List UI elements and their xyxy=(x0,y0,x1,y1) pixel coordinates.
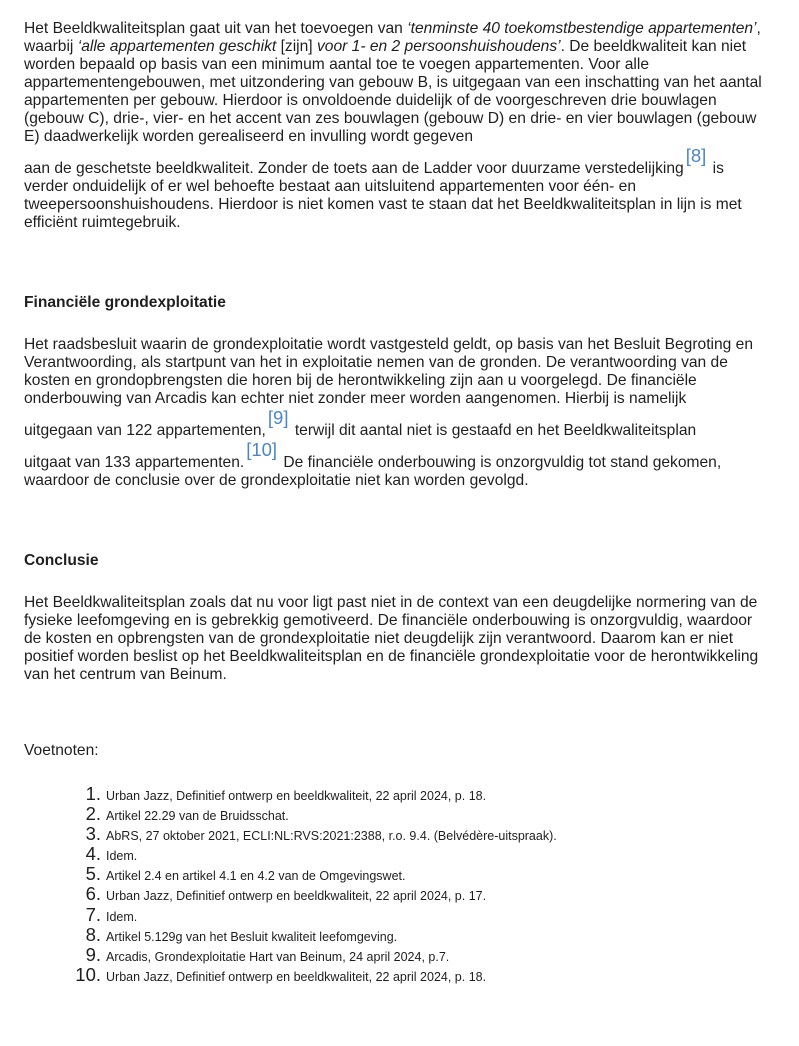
text-run: is verder onduidelijk of er wel behoefte bestaat aan uitsluitend appartementen voor één- en tweepersoonshuishoudens. Hierdoor is niet komen vast te staan dat het Beeldkwaliteitsplan in lijn is met efficiënt ruimtegebruik. xyxy=(24,160,742,231)
text-run: , waarbij xyxy=(24,20,761,55)
paragraph-financieel xyxy=(24,336,769,490)
text-run: aan de geschetste beeldkwaliteit. Zonder de toets aan de Ladder voor duurzame verstedelijking xyxy=(24,160,684,177)
footnote-item-2 xyxy=(64,805,769,825)
footnote-ref-9[interactable]: [9] xyxy=(267,407,289,428)
footnote-text: Arcadis, Grondexploitatie Hart van Beinum, 24 april 2024, p.7. xyxy=(106,949,450,964)
paragraph-conclusie: Het Beeldkwaliteitsplan zoals dat nu voor ligt past niet in de context van een deugdelijke normering van de fysieke leefomgeving en is gebrekkig gemotiveerd. De financiële onderbouwing is onzorgvuldig, waardoor de kosten en opbrengsten van de grondexploitatie niet deugdelijk zijn verantwoord. Daarom kan er niet positief worden beslist op het Beeldkwaliteitsplan en de financiële grondexploitatie voor de herontwikkeling van het centrum van Beinum. xyxy=(24,594,759,683)
text-run: uitgaat van 133 appartementen. xyxy=(24,454,245,471)
text-run: . De beeldkwaliteit kan niet worden bepaald op basis van een minimum aantal toe te voegen appartementen. Voor alle appartementengebouwen, met uitzondering van gebouw B, is uitgegaan van een inschatting van het aantal appartementen per gebouw. Hierdoor is onvoldoende duidelijk of de voorgeschreven drie bouwlagen (gebouw C), drie-, vier- en het accent van zes bouwlagen (gebouw D) en drie- en vier bouwlagen (gebouw E) daadwerkelijk worden gerealiseerd en invulling wordt gegeven xyxy=(24,38,762,145)
footnote-number: 8. xyxy=(85,923,101,945)
text-run: uitgegaan van 122 appartementen, xyxy=(24,422,266,439)
footnote-item-4 xyxy=(64,845,769,865)
paragraph-beeldkwaliteit xyxy=(24,20,769,232)
footnote-text: Idem. xyxy=(106,909,138,924)
footnote-ref-8[interactable]: [8] xyxy=(685,145,707,166)
footnote-number: 9. xyxy=(85,943,101,965)
footnote-item-6 xyxy=(64,885,769,905)
footnote-number: 3. xyxy=(85,823,101,845)
footnote-item-3 xyxy=(64,825,769,845)
footnote-ref-10[interactable]: [10] xyxy=(246,439,278,460)
footnote-number: 4. xyxy=(85,843,101,865)
footnote-number: 1. xyxy=(85,783,101,804)
footnotes-list xyxy=(24,785,769,986)
footnote-text: Urban Jazz, Definitief ontwerp en beeldkwaliteit, 22 april 2024, p. 18. xyxy=(106,789,487,803)
line-with-footnote xyxy=(24,439,769,490)
footnote-item-1 xyxy=(64,785,769,805)
text-run: De financiële onderbouwing is onzorgvuldig tot stand gekomen, waardoor de conclusie over de grondexploitatie niet kan worden gevolgd. xyxy=(24,454,722,489)
footnote-text: Artikel 22.29 van de Bruidsschat. xyxy=(106,809,289,824)
heading-conclusie: Conclusie xyxy=(24,552,99,569)
footnote-item-8 xyxy=(64,923,769,946)
footnote-text: Artikel 5.129g van het Besluit kwaliteit leefomgeving. xyxy=(106,929,398,944)
footnote-text: AbRS, 27 oktober 2021, ECLI:NL:RVS:2021:2388, r.o. 9.4. (Belvédère-uitspraak). xyxy=(106,829,557,844)
footnote-item-5 xyxy=(64,865,769,885)
heading-financiele-grondexploitatie: Financiële grondexploitatie xyxy=(24,294,226,311)
footnote-item-7 xyxy=(64,903,769,926)
footnote-item-9 xyxy=(64,943,769,966)
text-run: terwijl dit aantal niet is gestaafd en het Beeldkwaliteitsplan xyxy=(290,422,697,439)
footnote-text: Urban Jazz, Definitief ontwerp en beeldkwaliteit, 22 april 2024, p. 17. xyxy=(106,889,487,904)
footnote-text: Artikel 2.4 en artikel 4.1 en 4.2 van de Omgevingswet. xyxy=(106,869,406,884)
text-run-italic: voor 1- en 2 persoonshuishoudens’ xyxy=(312,38,561,55)
footnote-text: Urban Jazz, Definitief ontwerp en beeldkwaliteit, 22 april 2024, p. 18. xyxy=(106,969,487,984)
footnote-number: 7. xyxy=(85,903,101,925)
text-run: [zijn] xyxy=(280,38,313,55)
text-run-italic: ‘alle appartementen geschikt xyxy=(77,38,281,55)
footnote-number: 10. xyxy=(75,963,101,985)
footnote-item-10 xyxy=(64,963,769,986)
text-run: Het Beeldkwaliteitsplan gaat uit van het toevoegen van xyxy=(24,20,408,37)
line-with-footnote xyxy=(24,145,769,232)
text-run-italic: ‘tenminste 40 toekomstbestendige appartementen’ xyxy=(407,20,757,37)
footnote-number: 6. xyxy=(85,883,101,905)
footnote-number: 2. xyxy=(85,803,101,825)
footnote-text: Idem. xyxy=(106,849,138,864)
text-run: Het raadsbesluit waarin de grondexploitatie wordt vastgesteld geldt, op basis van het Besluit Begroting en Verantwoording, als startpunt van het in exploitatie nemen van de gronden. De verantwoording van de kosten en grondopbrengsten die horen bij de herontwikkeling zijn aan u voorgelegd. De financiële onderbouwing van Arcadis kan echter niet zonder meer worden aangenomen. Hierbij is namelijk xyxy=(24,336,754,407)
footnotes-title: Voetnoten: xyxy=(24,742,99,759)
footnote-number: 5. xyxy=(85,863,101,885)
line-with-footnote xyxy=(24,407,769,440)
